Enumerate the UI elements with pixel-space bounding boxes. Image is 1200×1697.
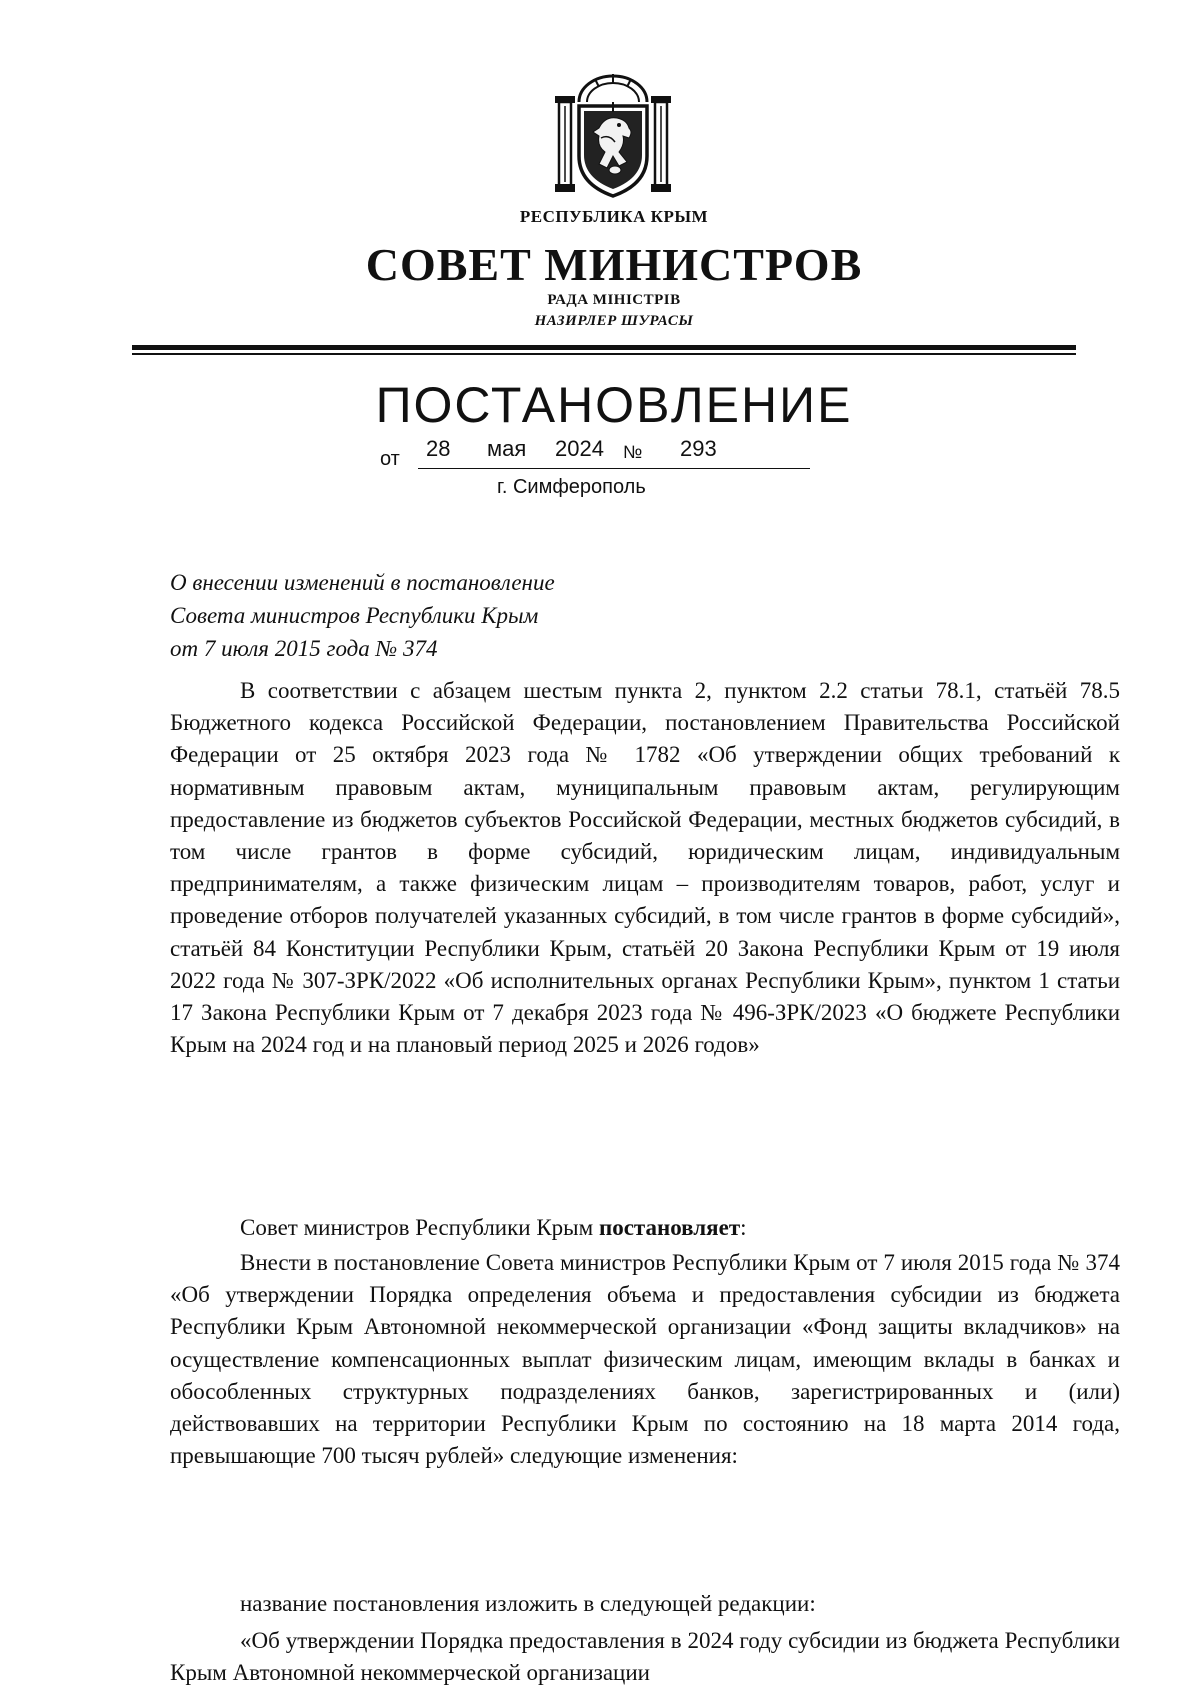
- date-prefix: от: [380, 448, 400, 470]
- date-year: 2024: [555, 436, 604, 461]
- resolves-prefix: Совет министров Республики Крым: [240, 1215, 594, 1240]
- subject-line: от 7 июля 2015 года № 374: [170, 636, 438, 661]
- document-date-number: [380, 436, 810, 472]
- header-rule-thin: [132, 353, 1076, 355]
- number-sign: №: [623, 442, 643, 462]
- document-type: ПОСТАНОВЛЕНИЕ: [375, 377, 853, 433]
- resolves-suffix: :: [740, 1215, 747, 1240]
- city: г. Симферополь: [497, 476, 646, 498]
- date-day: 28: [426, 436, 451, 461]
- resolves-keyword: постановляет: [598, 1215, 741, 1240]
- date-month: мая: [487, 436, 527, 461]
- resolves-paragraph: [170, 1212, 1120, 1244]
- council-title-ukrainian: РАДА МІНІСТРІВ: [547, 292, 681, 308]
- coat-of-arms-icon: [553, 72, 673, 200]
- header-rule-thick: [132, 345, 1076, 350]
- date-underline: [418, 468, 810, 469]
- subject-line: О внесении изменений в постановление: [170, 570, 555, 595]
- subject-line: Совета министров Республики Крым: [170, 603, 539, 628]
- title-change-paragraph: название постановления изложить в следующей редакции:: [240, 1591, 816, 1616]
- republic-name: РЕСПУБЛИКА КРЫМ: [519, 207, 709, 226]
- council-title: СОВЕТ МИНИСТРОВ: [365, 239, 863, 290]
- preamble-paragraph: В соответствии с абзацем шестым пункта 2, пунктом 2.2 статьи 78.1, статьёй 78.5 Бюджетного кодекса Российской Федерации, постановлением Правительства Российской Федерации от 25 октября 2023 года № 1782 «Об утверждении общих требований к нормативным правовым актам, муниципальным правовым актам, регулирующим предоставление из бюджетов субъектов Российской Федерации, местных бюджетов субсидий, в том числе грантов в форме субсидий, юридическим лицам, индивидуальным предпринимателям, а также физическим лицам – производителям товаров, работ, услуг и проведение отборов получателей указанных субсидий, в том числе грантов в форме субсидий», статьёй 84 Конституции Республики Крым, статьёй 20 Закона Республики Крым от 19 июля 2022 года № 307-ЗРК/2022 «Об исполнительных органах Республики Крым», пунктом 1 статьи 17 Закона Республики Крым от 7 декабря 2023 года № 496-ЗРК/2023 «О бюджете Республики Крым на 2024 год и на плановый период 2025 и 2026 годов»: [170, 678, 1120, 1058]
- document-number: 293: [680, 436, 717, 461]
- new-title-paragraph: «Об утверждении Порядка предоставления в 2024 году субсидии из бюджета Республики Крым Автономной некоммерческой организации: [170, 1628, 1120, 1686]
- council-title-crimean-tatar: НАЗИРЛЕР ШУРАСЫ: [534, 313, 694, 329]
- amendment-paragraph: Внести в постановление Совета министров Республики Крым от 7 июля 2015 года № 374 «Об утверждении Порядка определения объема и предоставления субсидии из бюджета Республики Крым Автономной некоммерческой организации «Фонд защиты вкладчиков» на осуществление компенсационных выплат физическим лицам, имеющим вклады в банках и обособленных структурных подразделениях банков, зарегистрированных и (или) действовавших на территории Республики Крым по состоянию на 18 марта 2014 года, превышающие 700 тысяч рублей» следующие изменения:: [170, 1250, 1120, 1469]
- document-subject: [170, 566, 555, 665]
